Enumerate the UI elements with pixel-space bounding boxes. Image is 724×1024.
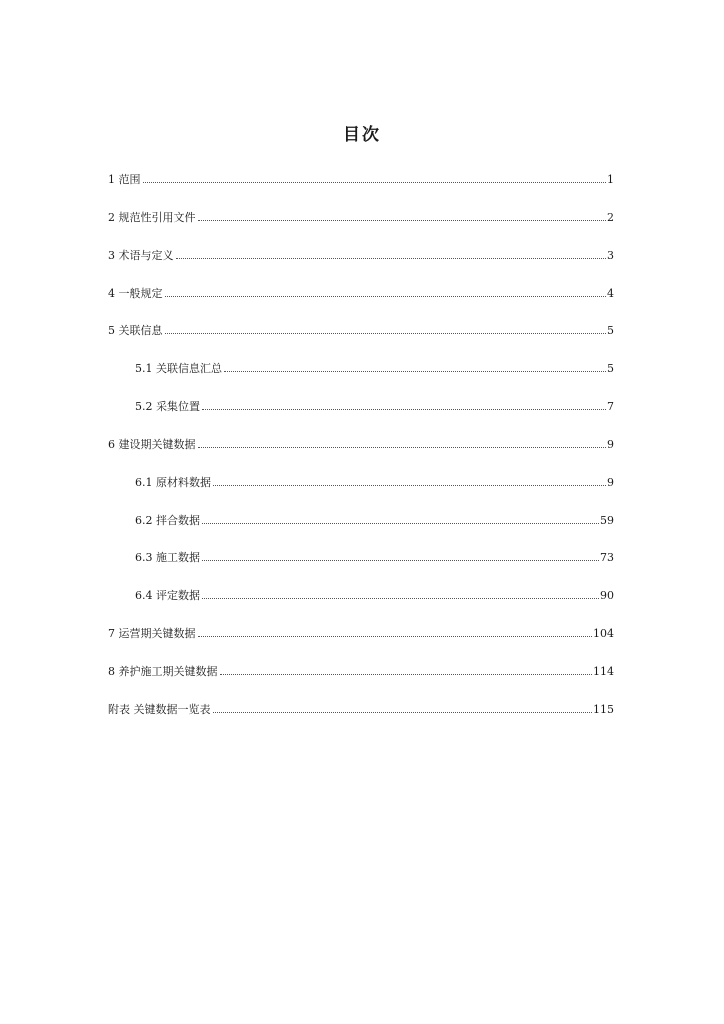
toc-dot-leader [176, 257, 607, 259]
toc-entry-6[interactable] [108, 436, 614, 474]
table-of-contents [108, 171, 614, 739]
toc-dot-leader [220, 673, 593, 675]
toc-entry-label: 6.2 拌合数据 [135, 513, 200, 527]
toc-entry-label: 3 术语与定义 [108, 248, 174, 262]
toc-entry-appendix[interactable] [108, 701, 614, 739]
toc-entry-8[interactable] [108, 663, 614, 701]
toc-page-number: 5 [607, 324, 614, 338]
toc-entry-5[interactable] [108, 322, 614, 360]
toc-entry-4[interactable] [108, 285, 614, 323]
toc-page-number: 1 [607, 173, 614, 186]
toc-entry-5-2[interactable] [108, 398, 614, 436]
toc-dot-leader [198, 446, 607, 448]
toc-title: 目次 [343, 125, 381, 145]
toc-dot-leader [202, 522, 599, 524]
toc-dot-leader [202, 597, 599, 599]
toc-dot-leader [224, 370, 606, 372]
toc-dot-leader [198, 219, 607, 221]
toc-dot-leader [165, 295, 607, 297]
toc-entry-label: 8 养护施工期关键数据 [108, 664, 218, 678]
toc-page-number: 9 [607, 475, 614, 489]
toc-page-number: 114 [593, 664, 614, 678]
toc-page-number: 4 [607, 286, 614, 300]
toc-dot-leader [202, 559, 599, 561]
toc-entry-label: 4 一般规定 [108, 286, 163, 300]
toc-dot-leader [143, 181, 607, 183]
toc-page-number: 2 [607, 210, 614, 224]
toc-entry-2[interactable] [108, 209, 614, 247]
toc-page-number: 115 [593, 702, 614, 716]
toc-page-number: 104 [593, 627, 614, 641]
toc-page-number: 7 [607, 400, 614, 414]
toc-entry-label: 5 关联信息 [108, 324, 163, 338]
toc-page-number: 90 [600, 589, 614, 603]
toc-entry-label: 6.3 施工数据 [135, 551, 200, 565]
toc-dot-leader [202, 408, 606, 410]
toc-page-number: 3 [607, 248, 614, 262]
toc-entry-label: 6.4 评定数据 [135, 589, 200, 603]
toc-entry-6-2[interactable] [108, 512, 614, 550]
toc-dot-leader [165, 332, 607, 334]
toc-page-number: 5 [607, 362, 614, 376]
toc-dot-leader [213, 711, 593, 713]
toc-entry-6-4[interactable] [108, 587, 614, 625]
toc-dot-leader [213, 484, 606, 486]
toc-entry-label: 6 建设期关键数据 [108, 437, 196, 451]
toc-dot-leader [198, 635, 593, 637]
toc-entry-7[interactable] [108, 625, 614, 663]
toc-entry-6-3[interactable] [108, 549, 614, 587]
toc-entry-1[interactable] [108, 171, 614, 209]
toc-entry-label: 6.1 原材料数据 [135, 475, 211, 489]
toc-entry-5-1[interactable] [108, 360, 614, 398]
toc-entry-label: 附表 关键数据一览表 [108, 702, 211, 716]
toc-entry-6-1[interactable] [108, 474, 614, 512]
toc-entry-label: 1 范围 [108, 173, 141, 186]
toc-entry-label: 7 运营期关键数据 [108, 627, 196, 641]
toc-entry-label: 2 规范性引用文件 [108, 210, 196, 224]
toc-page-number: 9 [607, 437, 614, 451]
toc-entry-label: 5.2 采集位置 [135, 400, 200, 414]
toc-page-number: 73 [600, 551, 614, 565]
toc-entry-label: 5.1 关联信息汇总 [135, 362, 222, 376]
toc-entry-3[interactable] [108, 247, 614, 285]
toc-page-number: 59 [600, 513, 614, 527]
